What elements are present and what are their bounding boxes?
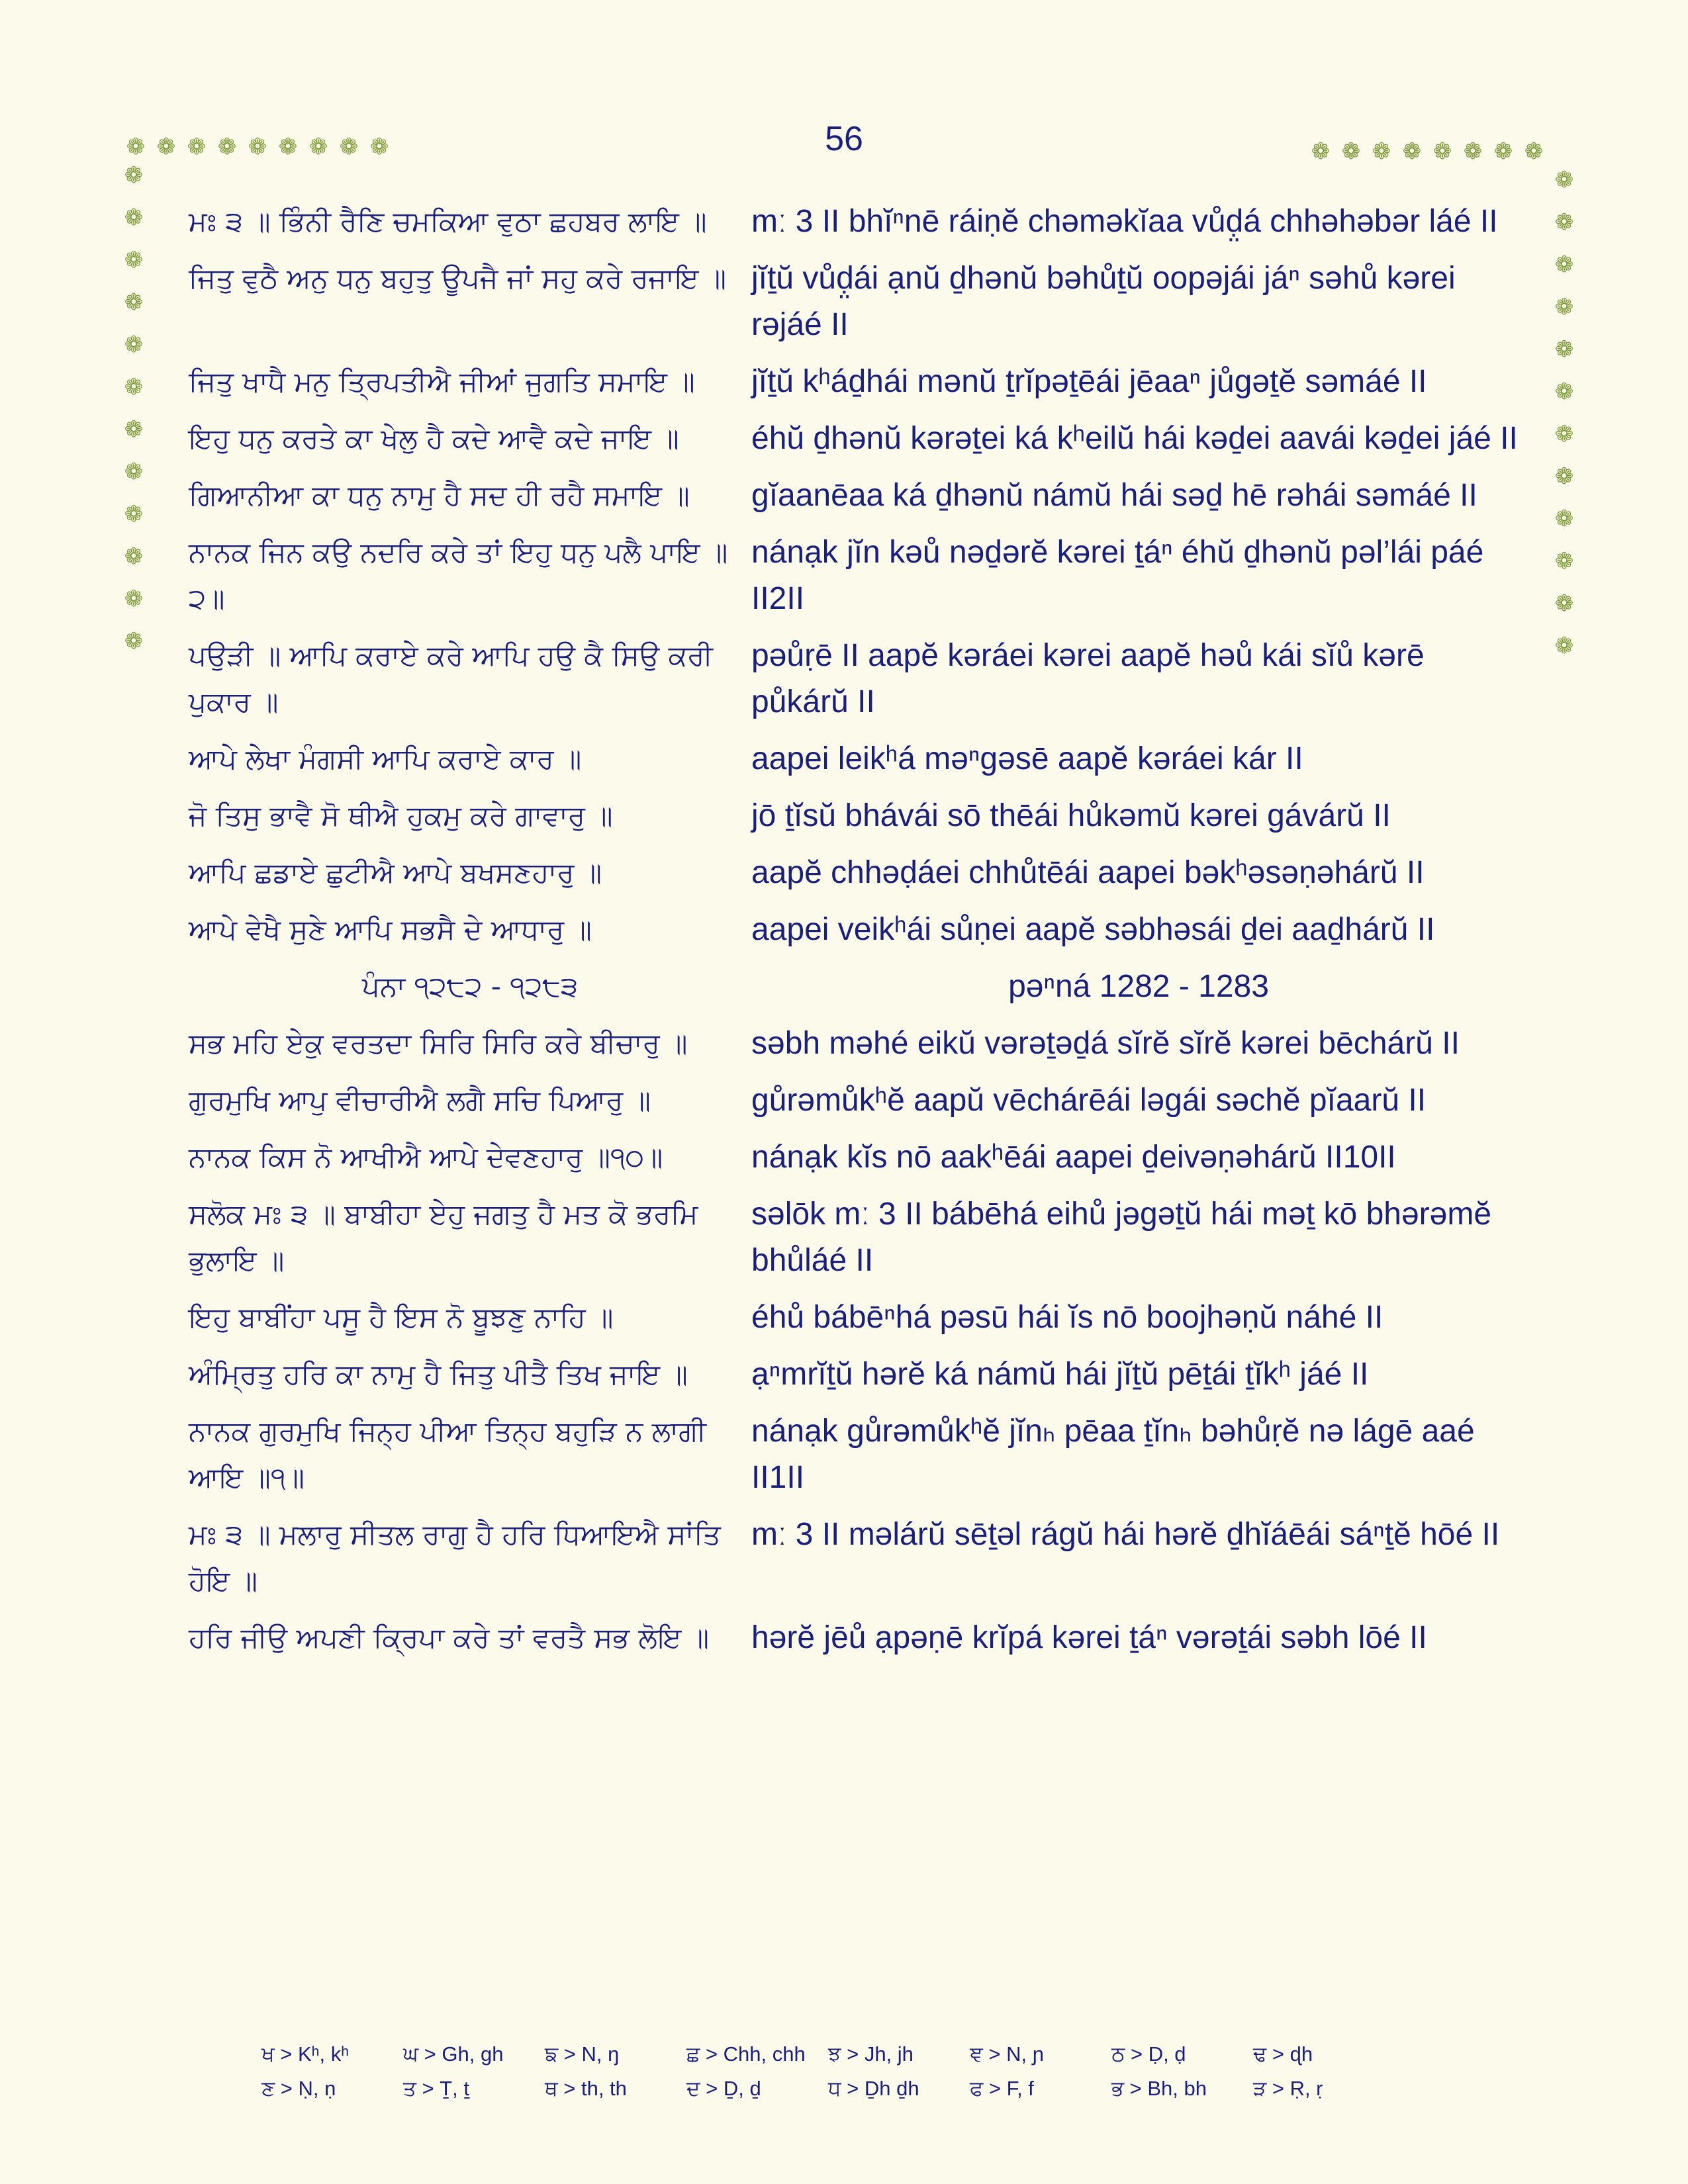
verse-row	[189, 633, 1526, 725]
verse-row	[189, 199, 1526, 245]
flower-icon: ❁	[1554, 463, 1574, 490]
gurmukhi-line: ਮਃ ੩ ॥ ਮਲਾਰੁ ਸੀਤਲ ਰਾਗੁ ਹੈ ਹਰਿ ਧਿਆਇਐ ਸਾਂਤਿ ਹੋਇ ॥	[189, 1518, 721, 1597]
transliteration-line: hərĕ jēů ạpəṇē krĭpá kərei ṯáⁿ vərəṯái səbh lōé II	[751, 1620, 1427, 1655]
legend-item: ਘ > Gh, gh	[403, 2042, 504, 2066]
verse-row	[189, 793, 1526, 839]
verse-row	[189, 1077, 1526, 1124]
verse-row	[189, 1134, 1526, 1181]
transliteration-line: nánạk jĭn kəů nəḏərĕ kərei ṯáⁿ éhŭ ḏhənŭ pəl’lái páé II2II	[751, 535, 1484, 616]
transliteration-line: jĭṯŭ vůḍ̤ái ạnŭ ḏhənŭ bəhůṯŭ oopəjái jáⁿ səhů kərei rəjáé II	[751, 261, 1456, 342]
verse-row	[189, 255, 1526, 348]
flower-icon: ❁	[1554, 209, 1574, 236]
flower-icon: ❁	[124, 289, 144, 316]
verse-row	[189, 1021, 1526, 1067]
transliteration-line: nánạk gůrəmůkʰĕ jĭnₕ pēaa ṯĭnₕ bəhůṛĕ nə lágē aaé II1II	[751, 1414, 1475, 1495]
verse-row	[189, 850, 1526, 896]
flower-icon: ❁	[1524, 138, 1544, 165]
flower-icon: ❁	[124, 586, 144, 612]
legend-item: ਥ > th, th	[545, 2076, 627, 2100]
flower-icon: ❁	[126, 134, 146, 160]
verse-row	[189, 1351, 1526, 1398]
transliteration-line: səlōk mː 3 II bábēhá eihů jəgəṯŭ hái məṯ kō bhərəmĕ bhůláé II	[751, 1197, 1492, 1278]
legend-item: ਫ > F, f	[970, 2076, 1034, 2100]
gurmukhi-line: ਆਪਿ ਛਡਾਏ ਛੁਟੀਐ ਆਪੇ ਬਖਸਣਹਾਰੁ ॥	[189, 856, 602, 889]
page-number: 56	[825, 120, 863, 158]
verse-row	[189, 416, 1526, 462]
transliteration-line: səbh məhé eikŭ vərəṯəḏá sĭrĕ sĭrĕ kərei bēchárŭ II	[751, 1026, 1460, 1061]
flower-icon: ❁	[124, 459, 144, 485]
legend-item: ਧ > Ḏh ḏh	[828, 2076, 919, 2100]
flower-icon: ❁	[1554, 294, 1574, 320]
transliteration-line: nánạk kĭs nō aakʰēái aapei ḏeivəṇəhárŭ II10II	[751, 1140, 1396, 1175]
legend-item: ਦ > Ḏ, ḏ	[686, 2076, 761, 2100]
gurmukhi-line: ਗਿਆਨੀਆ ਕਾ ਧਨੁ ਨਾਮੁ ਹੈ ਸਦ ਹੀ ਰਹੈ ਸਮਾਇ ॥	[189, 479, 690, 512]
flower-icon: ❁	[339, 134, 359, 160]
flower-icon: ❁	[1463, 138, 1483, 165]
gurmukhi-line: ਨਾਨਕ ਜਿਨ ਕਉ ਨਦਰਿ ਕਰੇ ਤਾਂ ਇਹੁ ਧਨੁ ਪਲੈ ਪਾਇ ॥੨॥	[189, 536, 728, 615]
legend-item: ਣ > Ṇ, ṇ	[261, 2076, 336, 2100]
legend-item: ਞ > N, ɲ	[970, 2042, 1044, 2066]
flower-icon: ❁	[1554, 421, 1574, 447]
gurmukhi-line: ਜਿਤੁ ਵੁਠੈ ਅਨੁ ਧਨੁ ਬਹੁਤੁ ਊਪਜੈ ਜਾਂ ਸਹੁ ਕਰੇ ਰਜਾਇ ॥	[189, 262, 727, 295]
transliteration-line: ạⁿmrĭṯŭ hərĕ ká námŭ hái jĭṯŭ pēṯái ṯĭkʰ jáé II	[751, 1357, 1369, 1392]
transliteration-line: éhŭ ḏhənŭ kərəṯei ká kʰeilŭ hái kəḏei aavái kəḏei jáé II	[751, 421, 1518, 456]
legend-item: ਝ > Jh, jh	[828, 2042, 914, 2066]
flower-icon: ❁	[124, 332, 144, 358]
flower-icon: ❁	[1554, 506, 1574, 532]
gurmukhi-line: ਸਭ ਮਹਿ ਏਕੁ ਵਰਤਦਾ ਸਿਰਿ ਸਿਰਿ ਕਰੇ ਬੀਚਾਰੁ ॥	[189, 1027, 688, 1060]
flower-icon: ❁	[369, 134, 389, 160]
transliteration-line: mː 3 II məlárŭ sēṯəl rágŭ hái hərĕ ḏhĭáēái sáⁿṯĕ hōé II	[751, 1517, 1500, 1552]
legend-item: ਠ > Ḍ, ḍ	[1111, 2042, 1186, 2066]
flower-icon: ❁	[1554, 379, 1574, 405]
verse-row	[189, 1512, 1526, 1604]
transliteration-line: jĭṯŭ kʰáḏhái mənŭ ṯrĭpəṯēái jēaaⁿ jůgəṯĕ səmáé II	[751, 364, 1427, 399]
flower-icon: ❁	[124, 205, 144, 231]
transliteration-line: gůrəmůkʰĕ aapŭ vēchárēái ləgái səchĕ pĭaarŭ II	[751, 1083, 1427, 1118]
flower-icon: ❁	[156, 134, 176, 160]
legend-item: ਖ > Kʰ, kʰ	[261, 2042, 350, 2066]
transliteration-line: mː 3 II bhĭⁿnē ráiṇĕ chəməkĭaa vůḍ̤á chhəhəbər láé II	[751, 204, 1498, 239]
verse-row	[189, 736, 1526, 782]
flower-icon: ❁	[1432, 138, 1452, 165]
flower-icon: ❁	[308, 134, 328, 160]
gurmukhi-line: ਮਃ ੩ ॥ ਭਿੰਨੀ ਰੈਣਿ ਚਮਕਿਆ ਵੁਠਾ ਛਹਬਰ ਲਾਇ ॥	[189, 205, 707, 238]
transliteration-legend	[261, 2037, 1519, 2106]
transliteration-line: pəůṛē II aapĕ kəráei kərei aapĕ həů kái sĭů kərē půkárŭ II	[751, 638, 1425, 719]
flower-icon: ❁	[1493, 138, 1513, 165]
transliteration-line: aapei leikʰá məⁿgəsē aapĕ kəráei kár II	[751, 741, 1303, 776]
flower-icon: ❁	[1372, 138, 1391, 165]
flower-icon: ❁	[1554, 167, 1574, 193]
flower-icon: ❁	[124, 162, 144, 189]
flower-icon: ❁	[1311, 138, 1331, 165]
legend-item: ਤ > Ṯ, ṯ	[403, 2076, 469, 2100]
flower-icon: ❁	[124, 416, 144, 443]
gurmukhi-line: ਪਉੜੀ ॥ ਆਪਿ ਕਰਾਏ ਕਰੇ ਆਪਿ ਹਉ ਕੈ ਸਿਉ ਕਰੀ ਪੁਕਾਰ ॥	[189, 639, 713, 718]
verse-row	[189, 907, 1526, 953]
gurmukhi-line: ਆਪੇ ਲੇਖਾ ਮੰਗਸੀ ਆਪਿ ਕਰਾਏ ਕਾਰ ॥	[189, 743, 582, 775]
gurmukhi-line: ਇਹੁ ਧਨੁ ਕਰਤੇ ਕਾ ਖੇਲੁ ਹੈ ਕਦੇ ਆਵੈ ਕਦੇ ਜਾਇ ॥	[189, 422, 679, 455]
transliteration-line: jō ṯĭsŭ bhávái sō thēái hůkəmŭ kərei gávárŭ II	[751, 798, 1391, 833]
gurmukhi-line: ਸਲੋਕ ਮਃ ੩ ॥ ਬਾਬੀਹਾ ਏਹੁ ਜਗਤੁ ਹੈ ਮਤ ਕੋ ਭਰਮਿ ਭੁਲਾਇ ॥	[189, 1198, 698, 1277]
page-range-gurmukhi: ਪੰਨਾ ੧੨੮੨ - ੧੨੮੩	[361, 970, 579, 1003]
legend-item: ਙ > N, ŋ	[545, 2042, 620, 2066]
gurmukhi-line: ਆਪੇ ਵੇਖੈ ਸੁਣੇ ਆਪਿ ਸਭਸੈ ਦੇ ਆਧਾਰੁ ॥	[189, 913, 592, 946]
legend-item: ਛ > Chh, chh	[686, 2042, 806, 2066]
transliteration-line: aapei veikʰái sůṇei aapĕ səbhəsái ḏei aaḏhárŭ II	[751, 912, 1435, 947]
transliteration-line: aapĕ chhəḍáei chhůtēái aapei bəkʰəsəṇəhárŭ II	[751, 855, 1425, 890]
flower-icon: ❁	[248, 134, 267, 160]
verse-row	[189, 359, 1526, 405]
verse-row	[189, 1295, 1526, 1341]
left-flower-border	[122, 164, 145, 653]
gurmukhi-line: ਨਾਨਕ ਗੁਰਮੁਖਿ ਜਿਨ੍ਹ ਪੀਆ ਤਿਨ੍ਹ ਬਹੁੜਿ ਨ ਲਾਗੀ ਆਇ ॥੧॥	[189, 1415, 707, 1494]
gurmukhi-line: ਜੋ ਤਿਸੁ ਭਾਵੈ ਸੋ ਥੀਐ ਹੁਕਮੁ ਕਰੇ ਗਾਵਾਰੁ ॥	[189, 799, 613, 832]
flower-icon: ❁	[1341, 138, 1361, 165]
flower-icon: ❁	[1402, 138, 1422, 165]
verse-table	[189, 199, 1526, 1672]
top-left-flower-border	[124, 136, 391, 158]
gurmukhi-line: ਜਿਤੁ ਖਾਧੈ ਮਨੁ ਤ੍ਰਿਪਤੀਐ ਜੀਆਂ ਜੁਗਤਿ ਸਮਾਇ ॥	[189, 365, 695, 398]
gurmukhi-line: ਗੁਰਮੁਖਿ ਆਪੁ ਵੀਚਾਰੀਐ ਲਗੈ ਸਚਿ ਪਿਆਰੁ ॥	[189, 1084, 651, 1116]
verse-row	[189, 1408, 1526, 1501]
gurmukhi-line: ਨਾਨਕ ਕਿਸ ਨੋ ਆਖੀਐ ਆਪੇ ਦੇਵਣਹਾਰੁ ॥੧੦॥	[189, 1141, 663, 1173]
flower-icon: ❁	[1554, 590, 1574, 617]
verse-row	[189, 473, 1526, 519]
flower-icon: ❁	[1554, 633, 1574, 659]
flower-icon: ❁	[278, 134, 298, 160]
flower-icon: ❁	[1554, 548, 1574, 574]
flower-icon: ❁	[1554, 251, 1574, 278]
flower-icon: ❁	[217, 134, 237, 160]
gurmukhi-line: ਹਰਿ ਜੀਉ ਅਪਣੀ ਕ੍ਰਿਪਾ ਕਰੇ ਤਾਂ ਵਰਤੈ ਸਭ ਲੋਇ ॥	[189, 1621, 710, 1654]
legend-item: ਢ > ɖh	[1253, 2042, 1313, 2066]
right-flower-border	[1553, 169, 1575, 657]
legend-item: ੜ > Ṛ, ṛ	[1253, 2076, 1323, 2100]
page-range-caption	[189, 964, 1526, 1010]
verse-row	[189, 1615, 1526, 1661]
page-range-translit: pəⁿná 1282 - 1283	[1008, 969, 1269, 1004]
legend-row	[261, 2037, 1519, 2071]
flower-icon: ❁	[124, 501, 144, 527]
flower-icon: ❁	[124, 247, 144, 273]
transliteration-line: éhů bábēⁿhá pəsū hái ĭs nō boojhəṇŭ náhé II	[751, 1300, 1383, 1335]
gurmukhi-line: ਇਹੁ ਬਾਬੀਂਹਾ ਪਸੂ ਹੈ ਇਸ ਨੋ ਬੂਝਣੁ ਨਾਹਿ ॥	[189, 1301, 614, 1334]
transliteration-line: gĭaanēaa ká ḏhənŭ námŭ hái səḏ hē rəhái səmáé II	[751, 478, 1477, 513]
flower-icon: ❁	[124, 628, 144, 655]
legend-row	[261, 2071, 1519, 2106]
top-right-flower-border	[1309, 140, 1545, 163]
flower-icon: ❁	[1554, 336, 1574, 363]
flower-icon: ❁	[187, 134, 207, 160]
verse-row	[189, 1191, 1526, 1284]
flower-icon: ❁	[124, 543, 144, 570]
flower-icon: ❁	[124, 374, 144, 400]
verse-row	[189, 529, 1526, 622]
legend-item: ਭ > Bh, bh	[1111, 2076, 1207, 2100]
gurmukhi-line: ਅੰਮ੍ਰਿਤੁ ਹਰਿ ਕਾ ਨਾਮੁ ਹੈ ਜਿਤੁ ਪੀਤੈ ਤਿਖ ਜਾਇ ॥	[189, 1358, 688, 1390]
